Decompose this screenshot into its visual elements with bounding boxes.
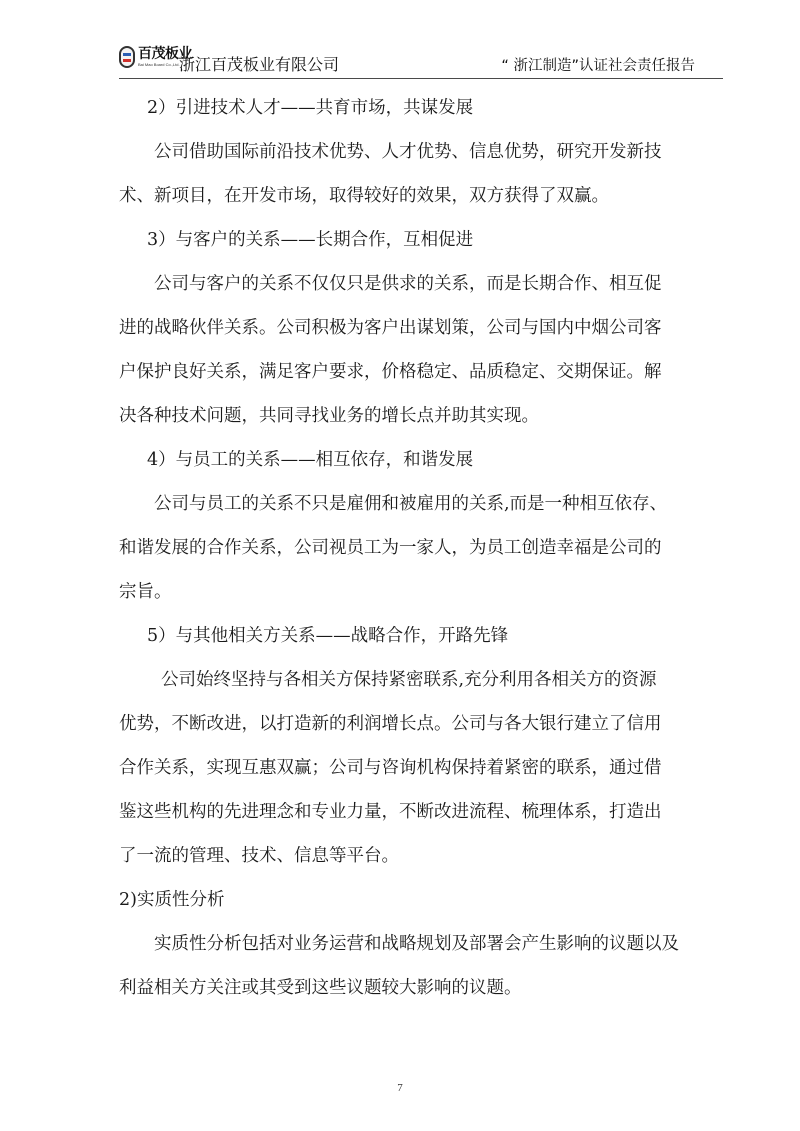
text-line: 3）与客户的关系——长期合作，互相促进 xyxy=(147,230,474,250)
text-line: 进的战略伙伴关系。公司积极为客户出谋划策，公司与国内中烟公司客 xyxy=(119,318,662,338)
text-line: 术、新项目，在开发市场，取得较好的效果，双方获得了双赢。 xyxy=(119,186,609,206)
text-line: 宗旨。 xyxy=(119,582,172,602)
emblem-blue-bar xyxy=(123,53,131,56)
logo-chinese-name: 百茂板业 xyxy=(138,46,192,62)
text-line: 公司始终坚持与各相关方保持紧密联系,充分利用各相关方的资源 xyxy=(161,670,657,690)
text-line: 4）与员工的关系——相互依存，和谐发展 xyxy=(147,450,474,470)
text-line: 合作关系，实现互惠双赢；公司与咨询机构保持着紧密的联系，通过借 xyxy=(119,758,662,778)
text-line: 鉴这些机构的先进理念和专业力量，不断改进流程、梳理体系，打造出 xyxy=(119,802,662,822)
text-line: 优势，不断改进，以打造新的利润增长点。公司与各大银行建立了信用 xyxy=(119,714,662,734)
text-line: 2）引进技术人才——共育市场，共谋发展 xyxy=(147,98,474,118)
report-title: “ 浙江制造”认证社会责任报告 xyxy=(501,58,695,74)
text-line: 2)实质性分析 xyxy=(119,890,225,910)
text-line: 了一流的管理、技术、信息等平台。 xyxy=(119,846,399,866)
company-name: 浙江百茂板业有限公司 xyxy=(179,55,340,74)
text-line: 和谐发展的合作关系，公司视员工为一家人，为员工创造幸福是公司的 xyxy=(119,538,662,558)
page-number: 7 xyxy=(397,1082,403,1094)
text-line: 决各种技术问题，共同寻找业务的增长点并助其实现。 xyxy=(119,406,539,426)
company-emblem-icon xyxy=(119,46,135,68)
text-line: 利益相关方关注或其受到这些议题较大影响的议题。 xyxy=(119,978,522,998)
emblem-red-bar xyxy=(123,59,131,62)
text-line: 公司与员工的关系不只是雇佣和被雇用的关系,而是一种相互依存、 xyxy=(154,494,668,514)
text-line: 公司与客户的关系不仅仅只是供求的关系，而是长期合作、相互促 xyxy=(154,274,662,294)
text-line: 户保护良好关系，满足客户要求，价格稳定、品质稳定、交期保证。解 xyxy=(119,362,662,382)
text-line: 实质性分析包括对业务运营和战略规划及部署会产生影响的议题以及 xyxy=(154,934,679,954)
logo-english-name: Bai Mao Board Co.,Ltd. xyxy=(138,62,180,67)
text-line: 5）与其他相关方关系——战略合作，开路先锋 xyxy=(147,626,509,646)
page-header xyxy=(119,44,723,79)
text-line: 公司借助国际前沿技术优势、人才优势、信息优势，研究开发新技 xyxy=(154,142,662,162)
